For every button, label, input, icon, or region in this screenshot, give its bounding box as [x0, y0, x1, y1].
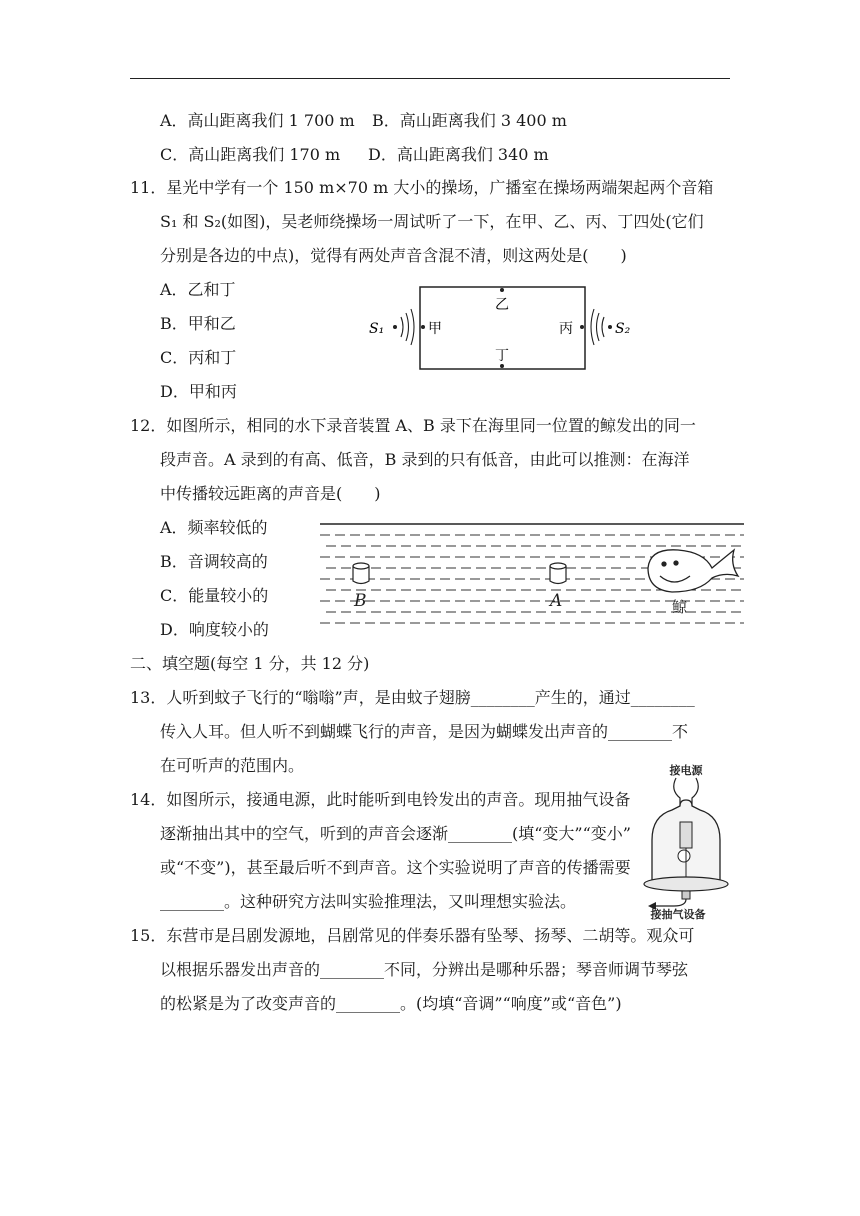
q14-stem-line3: 或“不变”)，甚至最后听不到声音。这个实验说明了声音的传播需要	[160, 858, 631, 877]
s2-label: S₂	[615, 321, 631, 337]
s2-wave-icon	[591, 309, 594, 345]
q10-option-d: D．高山距离我们 340 m	[368, 145, 549, 164]
q10-option-a: A．高山距离我们 1 700 m	[160, 111, 355, 130]
q13-stem-line1: 13．人听到蚊子飞行的“嗡嗡”声，是由蚊子翅膀________产生的，通过________	[130, 688, 695, 707]
q11-option-c: C．丙和丁	[160, 348, 237, 367]
recorder-b-icon	[353, 563, 369, 584]
s1-label: S₁	[369, 321, 385, 337]
q14-stem-line4: ________。这种研究方法叫实验推理法，又叫理想实验法。	[160, 892, 577, 911]
q12-stem-line2: 段声音。A 录到的有高、低音，B 录到的只有低音，由此可以推测：在海洋	[160, 450, 690, 469]
s1-wave-icon	[401, 317, 403, 337]
s2-dot	[608, 325, 612, 329]
bing-dot	[580, 325, 584, 329]
q11-stem-line2: S₁ 和 S₂(如图)，吴老师绕操场一周试听了一下，在甲、乙、丙、丁四处(它们	[160, 212, 704, 231]
q10-option-c: C．高山距离我们 170 m	[160, 145, 341, 164]
yi-label: 乙	[495, 297, 509, 313]
q11-stem-line1: 11．星光中学有一个 150 m×70 m 大小的操场，广播室在操场两端架起两个音箱	[130, 178, 714, 197]
header-rule	[130, 78, 730, 79]
q12-stem-line1: 12．如图所示，相同的水下录音装置 A、B 录下在海里同一位置的鲸发出的同一	[130, 416, 696, 435]
pump-tube-icon	[652, 899, 686, 906]
whale-label: 鲸	[672, 598, 688, 616]
q11-stem-line3: 分别是各边的中点)，觉得有两处声音含混不清，则这两处是( )	[160, 246, 627, 265]
base-plate	[644, 877, 728, 891]
q12-option-d: D．响度较小的	[160, 620, 269, 639]
q12-option-c: C．能量较小的	[160, 586, 269, 605]
q14-stem-line1: 14．如图所示，接通电源，此时能听到电铃发出的声音。现用抽气设备	[130, 790, 631, 809]
q15-stem-line1: 15．东营市是吕剧发源地，吕剧常见的伴奏乐器有坠琴、扬琴、二胡等。观众可	[130, 926, 695, 945]
pump-label: 接抽气设备	[650, 908, 706, 920]
power-label: 接电源	[669, 764, 703, 777]
q13-stem-line2: 传入人耳。但人听不到蝴蝶飞行的声音，是因为蝴蝶发出声音的________不	[160, 722, 689, 741]
q13-stem-line3: 在可听声的范围内。	[160, 756, 305, 775]
q15-stem-line2: 以根据乐器发出声音的________不同，分辨出是哪种乐器；琴音师调节琴弦	[160, 960, 689, 979]
recorder-a-label: A	[550, 591, 563, 611]
q14-stem-line2: 逐渐抽出其中的空气，听到的声音会逐渐________(填“变大”“变小”	[160, 824, 631, 843]
recorder-b-label: B	[354, 591, 367, 611]
ocean-figure	[320, 518, 746, 630]
q11-option-d: D．甲和丙	[160, 382, 237, 401]
jia-dot	[421, 325, 425, 329]
q12-option-b: B．音调较高的	[160, 552, 268, 571]
ding-dot	[500, 364, 504, 368]
s1-dot	[393, 325, 397, 329]
q15-stem-line3: 的松紧是为了改变声音的________。(均填“音调”“响度”或“音色”)	[160, 994, 622, 1013]
electric-bell-icon	[680, 822, 692, 848]
playground-figure	[365, 282, 645, 374]
bell-jar-figure	[640, 760, 740, 920]
yi-dot	[500, 288, 504, 292]
recorder-a-icon	[550, 563, 566, 584]
q12-stem-line3: 中传播较远距离的声音是( )	[160, 484, 381, 503]
q12-option-a: A．频率较低的	[160, 518, 268, 537]
ding-label: 丁	[495, 348, 509, 364]
jia-label: 甲	[428, 321, 442, 337]
q10-option-b: B．高山距离我们 3 400 m	[372, 111, 567, 130]
q11-option-a: A．乙和丁	[160, 280, 236, 299]
q11-option-b: B．甲和乙	[160, 314, 236, 333]
section-2-heading: 二、填空题(每空 1 分，共 12 分)	[130, 654, 370, 673]
bing-label: 丙	[559, 321, 573, 337]
whale-icon	[648, 550, 738, 592]
